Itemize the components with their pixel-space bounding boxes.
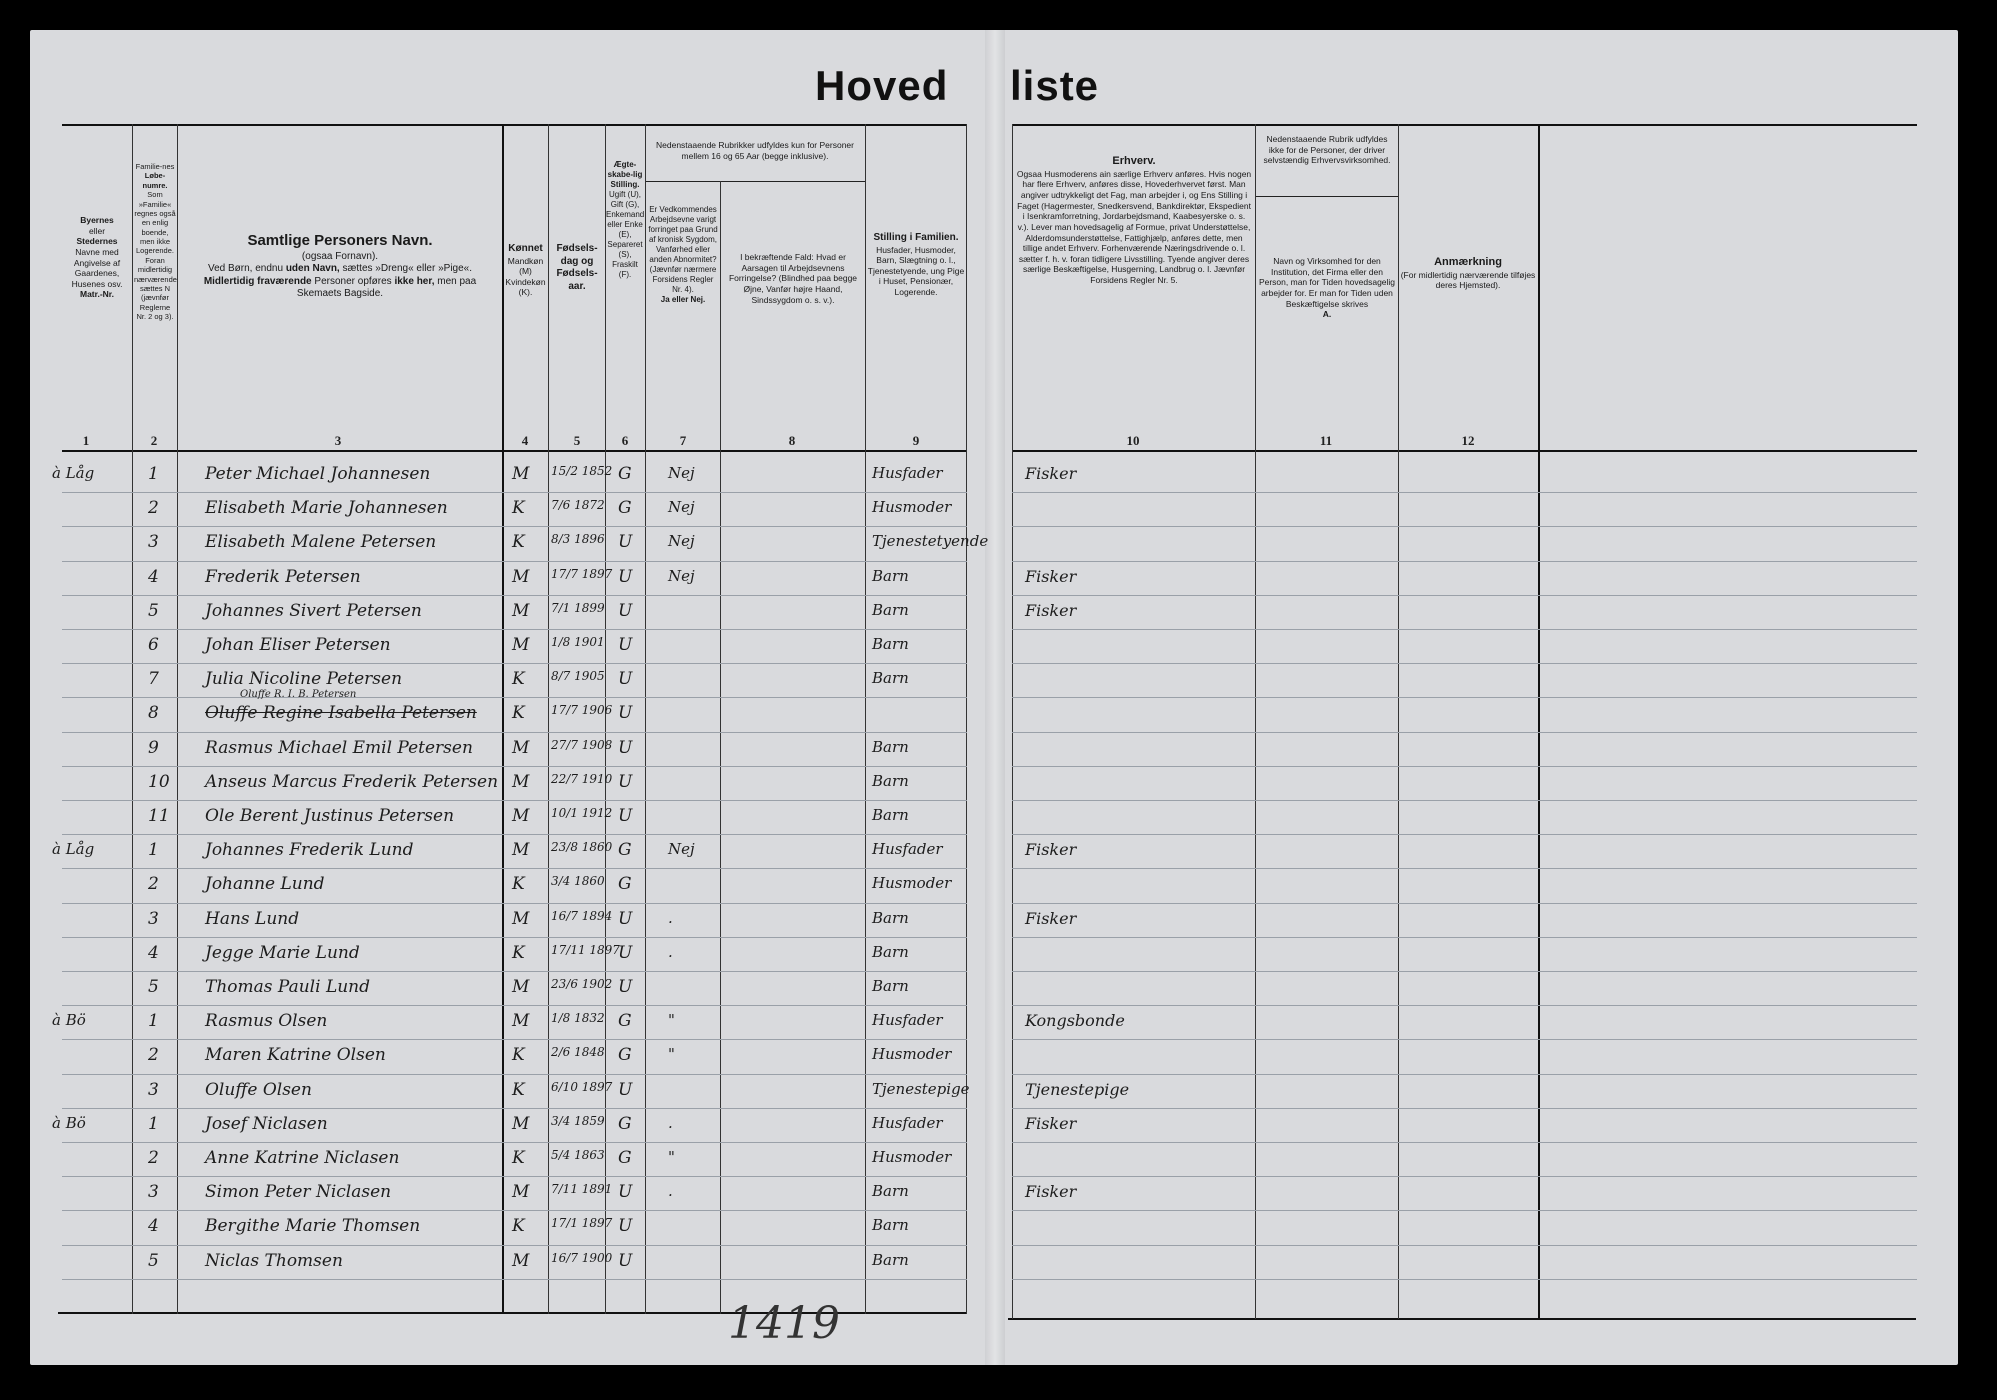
person-name: Johan Eliser Petersen [205, 635, 391, 655]
civil-status: G [618, 1045, 632, 1066]
header-col2: Familie-nes Løbe-numre. Som »Familie« regnes også en enlig boende, men ikke Logerende. Foran midlertidig nærværende sættes N (jævnfør Reglerne Nr. 2 og 3). [134, 162, 177, 321]
row-rule [1012, 492, 1917, 493]
header-col5: Fødsels-dag og Fødsels-aar. [556, 243, 598, 292]
header-col9: Stilling i Familien. Husfader, Husmoder, Barn, Slægtning o. l., Tjenestetyende, ung Pige i Huset, Pensionær, Logerende. [867, 232, 965, 297]
sex: M [512, 1250, 530, 1271]
civil-status: U [618, 566, 633, 587]
row-number: 5 [148, 600, 159, 621]
column-number: 12 [1461, 433, 1475, 448]
sex: K [512, 1148, 525, 1168]
row-rule [62, 1210, 967, 1211]
birth-date: 27/7 1908 [551, 737, 613, 752]
sex: M [512, 977, 530, 997]
col-divider [605, 124, 606, 1314]
birth-date: 16/7 1894 [551, 908, 613, 923]
person-name: Ole Berent Justinus Petersen [205, 806, 455, 826]
row-number: 11 [148, 806, 170, 826]
row-rule [62, 1142, 967, 1143]
sex: M [512, 1113, 530, 1134]
header-col1: Byernes eller Stedernes Navne med Angivelse af Gaardenes, Husenes osv. Matr.-Nr. [71, 215, 123, 300]
occupation: Kongsbonde [1025, 1011, 1125, 1031]
birth-date: 3/4 1859 [551, 1113, 605, 1128]
column-number: 9 [912, 433, 920, 448]
row-rule [62, 868, 967, 869]
work-disability: " [668, 1148, 675, 1166]
col-divider [132, 124, 133, 1314]
col-divider [865, 124, 866, 1314]
family-role: Barn [872, 908, 909, 927]
work-disability: . [668, 1113, 673, 1132]
col-divider [548, 124, 549, 1314]
sex: M [512, 840, 530, 861]
birth-date: 22/7 1910 [551, 771, 613, 786]
civil-status: G [618, 840, 632, 861]
family-role: Husfader [872, 1113, 943, 1132]
work-disability: Nej [668, 840, 695, 859]
family-role: Barn [872, 566, 909, 585]
person-name: Oluffe Regine Isabella Petersen [205, 703, 477, 724]
header-col4: Kønnet Mandkøn (M) Kvindekøn (K). [505, 243, 546, 298]
row-rule [1012, 868, 1917, 869]
civil-status: U [618, 703, 633, 724]
row-place: à Bö [52, 1113, 86, 1132]
title-left: Hoved [815, 62, 949, 109]
row-number: 6 [148, 635, 159, 655]
col-divider [1398, 124, 1399, 1319]
civil-status: G [618, 498, 632, 519]
row-number: 9 [148, 737, 159, 758]
header-col11: Navn og Virksomhed for den Institution, det Firma eller den Person, man for Tiden hovedsagelig arbejder for. Er man for Tiden uden Beskæftigelse skrives A. [1258, 256, 1396, 320]
page-fold [985, 30, 1005, 1365]
person-name: Hans Lund [205, 908, 300, 929]
sex: M [512, 806, 530, 826]
civil-status: U [618, 908, 633, 929]
col-divider [966, 124, 967, 1314]
person-name: Frederik Petersen [205, 566, 361, 587]
civil-status: U [618, 771, 633, 792]
row-number: 4 [148, 942, 159, 963]
work-disability: " [668, 1045, 675, 1064]
row-place: à Bö [52, 1011, 86, 1030]
family-role: Barn [872, 669, 909, 688]
birth-date: 8/7 1905 [551, 669, 605, 684]
column-number: 5 [573, 433, 581, 448]
header-rule-right [1012, 450, 1917, 452]
top-rule-left [62, 124, 967, 126]
row-rule [62, 629, 967, 630]
family-role: Barn [872, 1182, 909, 1201]
person-name: Johannes Sivert Petersen [205, 600, 422, 621]
family-role: Husmoder [872, 498, 952, 517]
row-rule [62, 903, 967, 904]
civil-status: U [618, 1182, 633, 1203]
birth-date: 1/8 1901 [551, 635, 605, 649]
person-name: Johannes Frederik Lund [205, 840, 414, 861]
person-name: Rasmus Michael Emil Petersen [205, 737, 473, 758]
civil-status: U [618, 942, 633, 963]
occupation: Fisker [1025, 464, 1077, 483]
sex: K [512, 1216, 525, 1237]
name-correction: Oluffe R. I. B. Petersen [240, 689, 357, 701]
col-divider [1255, 124, 1256, 1319]
sex: M [512, 1011, 530, 1032]
civil-status: U [618, 600, 633, 621]
person-name: Jegge Marie Lund [205, 942, 360, 963]
row-number: 2 [148, 874, 159, 895]
person-name: Bergithe Marie Thomsen [205, 1216, 421, 1237]
civil-status: U [618, 669, 633, 690]
row-rule [1012, 1005, 1917, 1006]
family-role: Husmoder [872, 1045, 952, 1064]
work-disability: " [668, 1011, 675, 1030]
row-rule [1012, 1176, 1917, 1177]
person-name: Elisabeth Malene Petersen [205, 532, 437, 553]
sex: K [512, 1045, 525, 1066]
col-divider [720, 181, 721, 1314]
family-role: Barn [872, 1250, 909, 1269]
family-role: Tjenestetyende [872, 532, 989, 551]
family-role: Husfader [872, 1011, 943, 1030]
person-name: Thomas Pauli Lund [205, 977, 371, 997]
sex: M [512, 1182, 530, 1203]
row-number: 4 [148, 1216, 159, 1237]
civil-status: U [618, 1079, 633, 1100]
row-rule [1012, 663, 1917, 664]
work-disability: . [668, 908, 673, 927]
person-name: Niclas Thomsen [205, 1250, 343, 1271]
family-role: Barn [872, 942, 909, 961]
row-number: 3 [148, 532, 159, 553]
row-rule [1012, 800, 1917, 801]
sex: M [512, 464, 530, 484]
birth-date: 15/2 1852 [551, 464, 613, 478]
row-rule [1012, 1279, 1917, 1280]
person-name: Simon Peter Niclasen [205, 1182, 392, 1203]
work-disability: . [668, 1182, 673, 1201]
occupation: Fisker [1025, 566, 1077, 586]
family-role: Tjenestepige [872, 1079, 970, 1098]
row-number: 3 [148, 908, 159, 929]
header-col11-top: Nedenstaaende Rubrik udfyldes ikke for de Personer, der driver selvstændig Erhvervsvirksomhed. [1263, 134, 1391, 166]
row-number: 5 [148, 1250, 159, 1271]
person-name: Johanne Lund [205, 874, 325, 895]
family-role: Barn [872, 806, 909, 824]
header-col3: Samtlige Personers Navn. (ogsaa Fornavn). Ved Børn, endnu uden Navn, sættes »Dreng« eller »Pige«. Midlertidig fraværende Personer opføres ikke her, men paa Skemaets Bagside. [203, 232, 477, 300]
header-col10: Erhverv. Ogsaa Husmoderens ain særlige Erhverv anføres. Hvis nogen har flere Erhverv, anføres disse, Hovederhvervet først. Man angiver udtrykkeligt det Fag, man arbejder i, og Ens Stilling i Faget (Hagermester, Snedkersvend, Bankdirektør, Ekspedient i Isenkramforretning, Jordarbejdsmand, Kaabesyerske o. s. v.). Lever man hovedsagelig af Formue, privat Understøttelse, Alderdomsunderstøttelse, Fattighjælp, anføres dette, men tillige andet Erhverv. Forhenværende Næringsdrivende o. l. sætter f. h. v. foran tidligere Livsstilling. Tyende angiver deres særlige Beskæftigelse, Husgerning, Landbrug o. l. Jævnfør Forsidens Regler Nr. 5. [1016, 155, 1252, 285]
subhead-rule-7-8 [645, 181, 865, 182]
row-rule [62, 834, 967, 835]
row-rule [62, 1005, 967, 1006]
row-rule [62, 526, 967, 527]
civil-status: U [618, 737, 633, 758]
person-name: Julia Nicoline Petersen [205, 669, 403, 690]
birth-date: 1/8 1832 [551, 1011, 605, 1026]
civil-status: G [618, 1011, 632, 1032]
sex: K [512, 874, 525, 895]
row-rule [1012, 834, 1917, 835]
row-rule [62, 937, 967, 938]
family-role: Husfader [872, 840, 943, 859]
row-rule [62, 1074, 967, 1075]
birth-date: 6/10 1897 [551, 1079, 613, 1094]
header-rule-left [62, 450, 967, 452]
col-divider [177, 124, 178, 1314]
birth-date: 16/7 1900 [551, 1250, 613, 1265]
row-rule [1012, 1039, 1917, 1040]
birth-date: 17/11 1897 [551, 942, 620, 957]
row-number: 2 [148, 1148, 159, 1168]
row-place: à Låg [52, 464, 95, 482]
row-rule [62, 1279, 967, 1280]
civil-status: U [618, 977, 633, 997]
row-rule [62, 663, 967, 664]
row-rule [1012, 732, 1917, 733]
row-number: 2 [148, 1045, 159, 1066]
row-number: 1 [148, 1011, 159, 1032]
column-number: 4 [521, 433, 529, 448]
family-role: Barn [872, 977, 909, 995]
sex: M [512, 771, 530, 792]
civil-status: U [618, 1250, 633, 1271]
row-rule [62, 561, 967, 562]
civil-status: G [618, 464, 632, 484]
row-rule [1012, 971, 1917, 972]
person-name: Elisabeth Marie Johannesen [205, 498, 448, 519]
family-role: Barn [872, 600, 909, 619]
family-role: Husmoder [872, 1148, 952, 1166]
family-role: Barn [872, 737, 909, 756]
column-number: 11 [1319, 433, 1333, 448]
column-number: 8 [788, 433, 796, 448]
family-role: Husmoder [872, 874, 952, 893]
row-rule [62, 697, 967, 698]
col-divider [502, 124, 504, 1314]
civil-status: U [618, 635, 633, 655]
header-col7-8: Nedenstaaende Rubrikker udfyldes kun for Personer mellem 16 og 65 Aar (begge inklusive). [656, 140, 854, 161]
row-rule [1012, 561, 1917, 562]
row-number: 7 [148, 669, 159, 690]
page-stamp: 1419 [728, 1298, 840, 1349]
row-place: à Låg [52, 840, 95, 859]
work-disability: Nej [668, 498, 695, 517]
row-rule [62, 732, 967, 733]
row-rule [1012, 1245, 1917, 1246]
sex: K [512, 942, 525, 963]
row-number: 1 [148, 1113, 159, 1134]
row-rule [1012, 697, 1917, 698]
person-name: Rasmus Olsen [205, 1011, 328, 1032]
row-rule [62, 1245, 967, 1246]
civil-status: G [618, 874, 632, 895]
birth-date: 23/6 1902 [551, 977, 613, 991]
family-role: Barn [872, 635, 909, 653]
row-rule [1012, 766, 1917, 767]
birth-date: 2/6 1848 [551, 1045, 605, 1060]
column-number: 1 [82, 433, 90, 448]
column-number: 6 [621, 433, 629, 448]
column-number: 7 [679, 433, 687, 448]
birth-date: 23/8 1860 [551, 840, 613, 855]
row-rule [62, 766, 967, 767]
column-number: 10 [1126, 433, 1140, 448]
header-col6: Ægte-skabe-lig Stilling. Ugift (U), Gift (G), Enkemand eller Enke (E), Separeret (S), Fraskilt (F). [606, 160, 645, 279]
sex: K [512, 532, 525, 553]
family-role: Barn [872, 771, 909, 790]
person-name: Anne Katrine Niclasen [205, 1148, 400, 1168]
row-number: 8 [148, 703, 159, 724]
sex: K [512, 703, 525, 724]
birth-date: 7/11 1891 [551, 1182, 613, 1197]
header-col7: Er Vedkommendes Arbejdsevne varigt forringet paa Grund af kronisk Sygdom, Vanførhed eller anden Abnormitet? (Jævnfør nærmere Forsidens Regler Nr. 4). Ja eller Nej. [648, 205, 718, 304]
birth-date: 10/1 1912 [551, 806, 613, 820]
column-number: 3 [334, 433, 342, 448]
person-name: Josef Niclasen [205, 1113, 328, 1134]
row-rule [1012, 1108, 1917, 1109]
sex: K [512, 1079, 525, 1100]
row-number: 5 [148, 977, 159, 997]
row-number: 1 [148, 840, 159, 861]
person-name: Oluffe Olsen [205, 1079, 312, 1100]
sex: K [512, 669, 525, 690]
work-disability: . [668, 942, 673, 961]
row-rule [1012, 937, 1917, 938]
row-rule [1012, 1210, 1917, 1211]
row-rule [1012, 595, 1917, 596]
row-rule [62, 1176, 967, 1177]
col-divider [1012, 124, 1013, 1319]
row-number: 3 [148, 1079, 159, 1100]
row-rule [1012, 1074, 1917, 1075]
sex: M [512, 566, 530, 587]
sex: K [512, 498, 525, 519]
column-number: 2 [150, 433, 158, 448]
row-number: 1 [148, 464, 159, 484]
sex: M [512, 600, 530, 621]
sex: M [512, 737, 530, 758]
birth-date: 7/1 1899 [551, 600, 605, 615]
birth-date: 3/4 1860 [551, 874, 605, 889]
sex: M [512, 908, 530, 929]
title-right: liste [1010, 62, 1100, 109]
top-rule-right [1012, 124, 1917, 126]
birth-date: 17/7 1897 [551, 566, 613, 581]
occupation: Fisker [1025, 840, 1077, 860]
row-number: 3 [148, 1182, 159, 1203]
work-disability: Nej [668, 566, 695, 585]
row-rule [62, 1039, 967, 1040]
civil-status: G [618, 1148, 632, 1168]
occupation: Fisker [1025, 1182, 1077, 1202]
birth-date: 5/4 1863 [551, 1148, 605, 1162]
civil-status: U [618, 1216, 633, 1237]
row-rule [62, 492, 967, 493]
occupation: Fisker [1025, 1113, 1077, 1133]
row-rule [1012, 526, 1917, 527]
subhead-rule-11 [1255, 196, 1398, 197]
occupation: Fisker [1025, 600, 1077, 620]
col-divider [1538, 124, 1540, 1319]
row-rule [1012, 903, 1917, 904]
header-col12: Anmærkning (For midlertidig nærværende tilføjes deres Hjemsted). [1400, 256, 1536, 291]
person-name: Anseus Marcus Frederik Petersen [205, 771, 499, 792]
birth-date: 8/3 1896 [551, 532, 605, 547]
row-rule [62, 971, 967, 972]
family-role: Husfader [872, 464, 943, 482]
row-rule [1012, 1142, 1917, 1143]
birth-date: 7/6 1872 [551, 498, 605, 513]
row-number: 2 [148, 498, 159, 519]
sex: M [512, 635, 530, 655]
civil-status: G [618, 1113, 632, 1134]
row-rule [62, 595, 967, 596]
work-disability: Nej [668, 464, 695, 482]
person-name: Maren Katrine Olsen [205, 1045, 386, 1066]
header-col8: I bekræftende Fald: Hvad er Aarsagen til Arbejdsevnens Forringelse? (Blindhed paa begge Øjne, Vanfør højre Haand, Sindssygdom o. s. v.). [728, 252, 858, 305]
occupation: Fisker [1025, 908, 1077, 928]
row-rule [62, 1108, 967, 1109]
person-name: Peter Michael Johannesen [205, 464, 431, 484]
row-rule [62, 800, 967, 801]
row-number: 4 [148, 566, 159, 587]
family-role: Barn [872, 1216, 909, 1235]
row-rule [1012, 629, 1917, 630]
civil-status: U [618, 532, 633, 553]
civil-status: U [618, 806, 633, 826]
row-number: 10 [148, 771, 170, 792]
birth-date: 17/1 1897 [551, 1216, 613, 1231]
occupation: Tjenestepige [1025, 1079, 1130, 1099]
birth-date: 17/7 1906 [551, 703, 613, 718]
col-divider [645, 124, 646, 1314]
work-disability: Nej [668, 532, 695, 551]
bottom-rule-right [1008, 1318, 1916, 1320]
